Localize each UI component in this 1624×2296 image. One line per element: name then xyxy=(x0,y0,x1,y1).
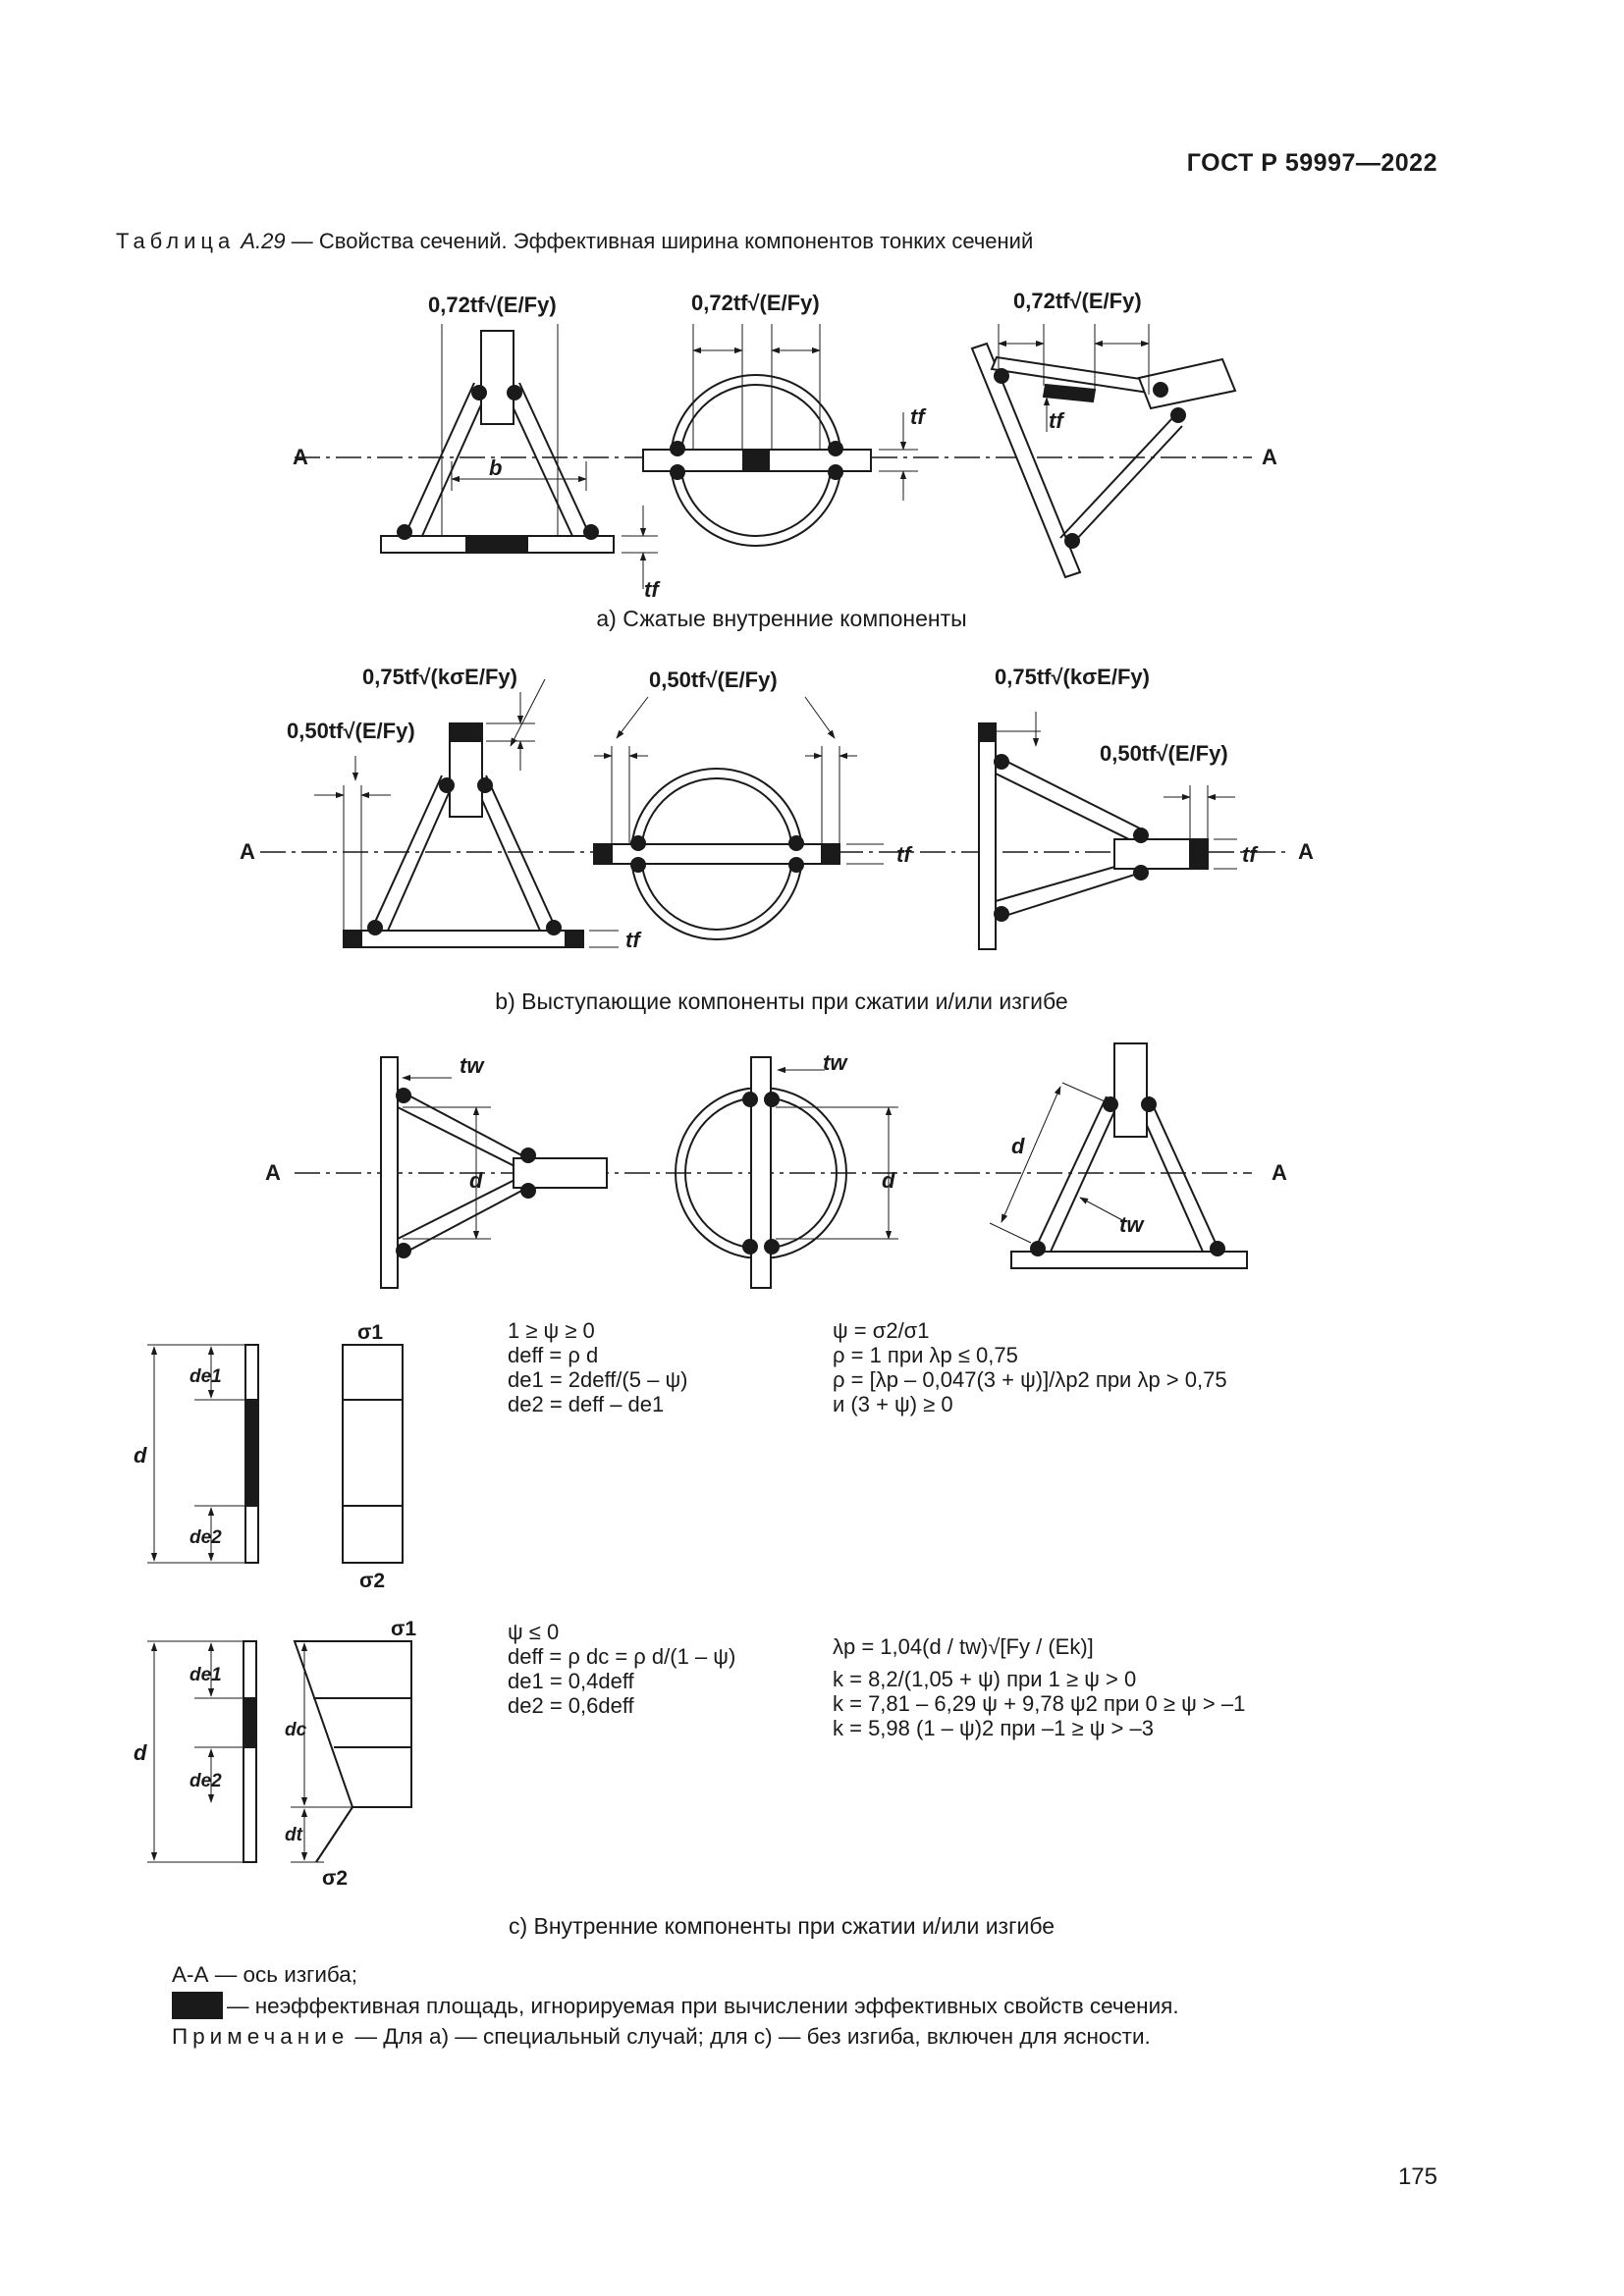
dim-b: b xyxy=(489,455,503,480)
dim-d-c2: d xyxy=(882,1168,895,1193)
document-header: ГОСТ Р 59997—2022 xyxy=(1186,149,1437,177)
note-label: Примечание xyxy=(172,2024,350,2049)
formula-line: ρ = [λp – 0,047(3 + ψ)]/λp2 при λp > 0,75 xyxy=(833,1367,1227,1392)
caption-panel-c: c) Внутренние компоненты при сжатии и/или изгибе xyxy=(508,1913,1056,1939)
ineffective-area xyxy=(344,931,361,947)
formula-case1-left xyxy=(508,1318,687,1416)
triangle-section-a xyxy=(381,324,658,589)
dim-b-large-1: 0,75tf√(kσE/Fy) xyxy=(362,665,517,689)
dim-b-small-1: 0,50tf√(E/Fy) xyxy=(287,719,415,743)
axis-label-b-left: A xyxy=(240,839,255,864)
table-number: A.29 xyxy=(241,229,286,253)
dim-dt-s2: dt xyxy=(285,1825,302,1845)
dim-tw-c1: tw xyxy=(460,1053,484,1078)
panel-c-drawings xyxy=(295,1043,1252,1288)
ineffective-area xyxy=(1190,839,1208,869)
circle-section-b xyxy=(594,697,884,939)
formula-case1-right xyxy=(833,1318,1227,1416)
formula-line: k = 5,98 (1 – ψ)2 при –1 ≥ ψ > –3 xyxy=(833,1716,1154,1740)
axis-label-a-right: A xyxy=(1262,445,1277,469)
sigma1-s2: σ1 xyxy=(391,1618,417,1640)
dim-tf-b2: tf xyxy=(896,842,911,867)
ineffective-area xyxy=(244,1698,256,1747)
dim-de1-s1: de1 xyxy=(189,1366,222,1387)
dim-tf-a2: tf xyxy=(910,404,925,429)
dim-d-c3: d xyxy=(1011,1134,1025,1158)
formula-line: 1 ≥ ψ ≥ 0 xyxy=(508,1318,595,1343)
circle-section-a xyxy=(643,324,918,546)
dim-tf-a1: tf xyxy=(644,577,659,602)
ineffective-area xyxy=(566,931,583,947)
ineffective-area xyxy=(466,536,527,553)
formula-line: deff = ρ d xyxy=(508,1343,599,1367)
formula-line: k = 7,81 – 6,29 ψ + 9,78 ψ2 при 0 ≥ ψ > –1 xyxy=(833,1691,1246,1716)
panel-a-drawings xyxy=(295,324,1252,589)
sigma2-s2: σ2 xyxy=(322,1867,349,1890)
caption-panel-a: а) Сжатые внутренние компоненты xyxy=(596,606,967,631)
stress-diagram-2 xyxy=(147,1641,411,1862)
ineffective-area xyxy=(1044,385,1095,401)
dim-tf-a3: tf xyxy=(1049,408,1063,433)
dim-tw-c3: tw xyxy=(1119,1212,1144,1237)
dim-tf-b3: tf xyxy=(1242,842,1257,867)
caption-panel-b: b) Выступающие компоненты при сжатии и/или изгибе xyxy=(495,988,1068,1014)
dim-b-small-3: 0,50tf√(E/Fy) xyxy=(1100,741,1228,766)
ineffective-area xyxy=(743,450,769,471)
formula-line: de2 = deff – de1 xyxy=(508,1392,665,1416)
legend-note xyxy=(172,2024,1151,2050)
dim-de1-s2: de1 xyxy=(189,1665,222,1685)
axis-label-c-right: A xyxy=(1272,1160,1287,1185)
dim-de2-s1: de2 xyxy=(189,1527,222,1548)
table-label: Таблица xyxy=(116,229,236,253)
legend-ineffective xyxy=(172,1992,1179,2019)
formula-case2-right xyxy=(833,1634,1245,1740)
tilted-section-a xyxy=(972,324,1235,577)
note-text: — Для а) — специальный случай; для с) — без изгиба, включен для ясности. xyxy=(354,2024,1151,2049)
formula-line: de1 = 0,4deff xyxy=(508,1669,634,1693)
legend-ineffective-text: — неэффективная площадь, игнорируемая при вычислении эффективных свойств сечения. xyxy=(227,1994,1179,2018)
ineffective-area-swatch xyxy=(172,1992,223,2019)
dim-d-c1: d xyxy=(469,1168,483,1193)
formula-line: deff = ρ dc = ρ d/(1 – ψ) xyxy=(508,1644,736,1669)
dim-de2-s2: de2 xyxy=(189,1771,222,1791)
dim-b-small-2: 0,50tf√(E/Fy) xyxy=(649,667,778,692)
page-number: 175 xyxy=(1397,2163,1437,2190)
formula-line: ψ ≤ 0 xyxy=(508,1620,560,1644)
ineffective-area xyxy=(245,1400,258,1506)
formula-line: k = 8,2/(1,05 + ψ) при 1 ≥ ψ > 0 xyxy=(833,1667,1137,1691)
formula-line: ρ = 1 при λp ≤ 0,75 xyxy=(833,1343,1018,1367)
axis-label-a-left: A xyxy=(293,445,308,469)
table-title: — Свойства сечений. Эффективная ширина компонентов тонких сечений xyxy=(291,229,1034,253)
dim-tf-b1: tf xyxy=(625,928,640,952)
stress-diagram-1 xyxy=(147,1345,403,1563)
sigma2-s1: σ2 xyxy=(359,1570,386,1592)
dim-a-eff-3: 0,72tf√(E/Fy) xyxy=(1013,289,1142,313)
axis-label-c-left: A xyxy=(265,1160,281,1185)
dim-d-s1: d xyxy=(134,1443,147,1468)
formula-case2-left xyxy=(508,1620,735,1718)
formula-line: de2 = 0,6deff xyxy=(508,1693,634,1718)
dim-a-eff-1: 0,72tf√(E/Fy) xyxy=(428,293,557,317)
formula-line: λp = 1,04(d / tw)√[Fy / (Ek)] xyxy=(833,1634,1094,1659)
triangle-section-c xyxy=(990,1043,1247,1268)
ineffective-area xyxy=(979,723,996,741)
ineffective-area xyxy=(822,844,839,864)
dim-d-s2: d xyxy=(134,1740,147,1765)
dim-tw-c2: tw xyxy=(823,1050,847,1075)
dim-dc-s2: dc xyxy=(285,1720,307,1740)
sigma1-s1: σ1 xyxy=(357,1321,384,1344)
axis-label-b-right: A xyxy=(1298,839,1314,864)
ineffective-area xyxy=(450,723,482,741)
dim-a-eff-2: 0,72tf√(E/Fy) xyxy=(691,291,820,315)
ineffective-area xyxy=(594,844,612,864)
formula-line: ψ = σ2/σ1 xyxy=(833,1318,930,1343)
formula-line: и (3 + ψ) ≥ 0 xyxy=(833,1392,953,1416)
dim-b-large-2: 0,75tf√(kσE/Fy) xyxy=(995,665,1150,689)
formula-line: de1 = 2deff/(5 – ψ) xyxy=(508,1367,688,1392)
legend-axis: А-А — ось изгиба; xyxy=(172,1962,358,1987)
